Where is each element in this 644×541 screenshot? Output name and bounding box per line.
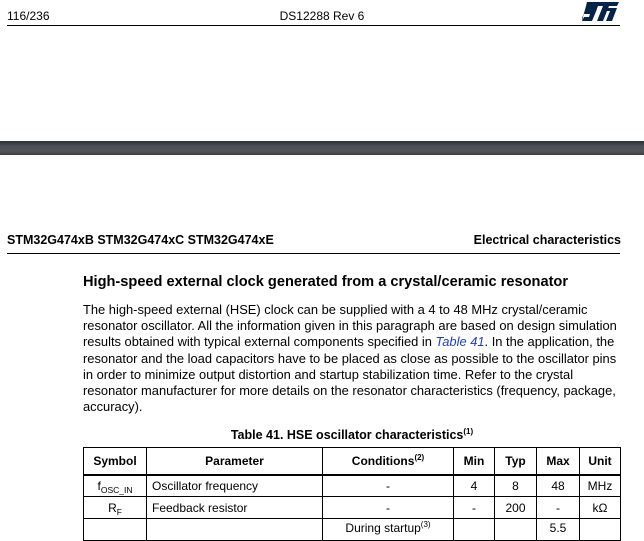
page-number: 116/236 [7, 9, 50, 23]
table-header-row [84, 448, 621, 475]
cell-conditions: - [323, 497, 454, 519]
cell-conditions: - [323, 475, 454, 497]
table-row [84, 475, 621, 497]
cell-unit: kΩ [580, 497, 621, 519]
cell-parameter: Oscillator frequency [147, 475, 323, 497]
section-rule [7, 253, 620, 254]
cell-parameter [147, 519, 323, 541]
cell-min: - [454, 497, 495, 519]
document-id: DS12288 Rev 6 [279, 9, 365, 23]
cell-max: - [537, 497, 580, 519]
column-header-max: Max [537, 448, 580, 475]
column-header-typ: Typ [495, 448, 537, 475]
page-separator [0, 141, 644, 155]
st-logo-icon [582, 2, 620, 21]
column-header-symbol: Symbol [84, 448, 147, 475]
cell-unit [580, 519, 621, 541]
table-row [84, 497, 621, 519]
body-paragraph [83, 302, 623, 415]
section-heading: High-speed external clock generated from a crystal/ceramic resonator [83, 274, 569, 290]
column-header-unit: Unit [580, 448, 621, 475]
footnote-ref[interactable]: (2) [414, 452, 425, 462]
table-41-link[interactable]: Table 41 [435, 334, 485, 350]
column-header-conditions: Conditions$^{(2)}$ [323, 448, 454, 475]
footnote-ref[interactable]: (1) [463, 427, 474, 436]
column-header-parameter: Parameter [147, 448, 323, 475]
cell-typ: 8 [495, 475, 537, 497]
column-header-min: Min [454, 448, 495, 475]
chapter-title: Electrical characteristics [473, 233, 621, 247]
paragraph-text: . In the application, the resonator and the load capacitors have to be placed as close as possible to the oscillator pins in order to minimize output distortion and startup stabilization time. Refer to the crystal resonator manufacturer for more details on the resonator characteristics (frequency, package, accuracy). [83, 334, 617, 415]
cell-conditions: During startup$^{(3)}$ [323, 519, 454, 541]
header-rule [7, 25, 620, 26]
cell-min: 4 [454, 475, 495, 497]
cell-symbol [84, 519, 147, 541]
cell-typ: 200 [495, 497, 537, 519]
table-caption [0, 428, 644, 442]
cell-min [454, 519, 495, 541]
footnote-ref[interactable]: (3) [420, 520, 431, 529]
product-list: STM32G474xB STM32G474xC STM32G474xE [7, 233, 274, 247]
cell-max: 5.5 [537, 519, 580, 541]
table-caption-text: Table 41. HSE oscillator characteristics [230, 428, 464, 442]
paragraph-text: The high-speed external (HSE) clock can be supplied with a 4 to 48 MHz crystal/ceramic resonator oscillator. All the information given in this paragraph are based on design simulation results obtained with typical external components specified in [83, 302, 617, 350]
cell-symbol: $R_F$ [84, 497, 147, 519]
cell-parameter: Feedback resistor [147, 497, 323, 519]
cell-unit: MHz [580, 475, 621, 497]
cell-typ [495, 519, 537, 541]
hse-oscillator-table [83, 447, 621, 541]
cell-symbol: $f_{OSC\_IN}$ [84, 475, 147, 497]
table-row [84, 519, 621, 541]
cell-max: 48 [537, 475, 580, 497]
